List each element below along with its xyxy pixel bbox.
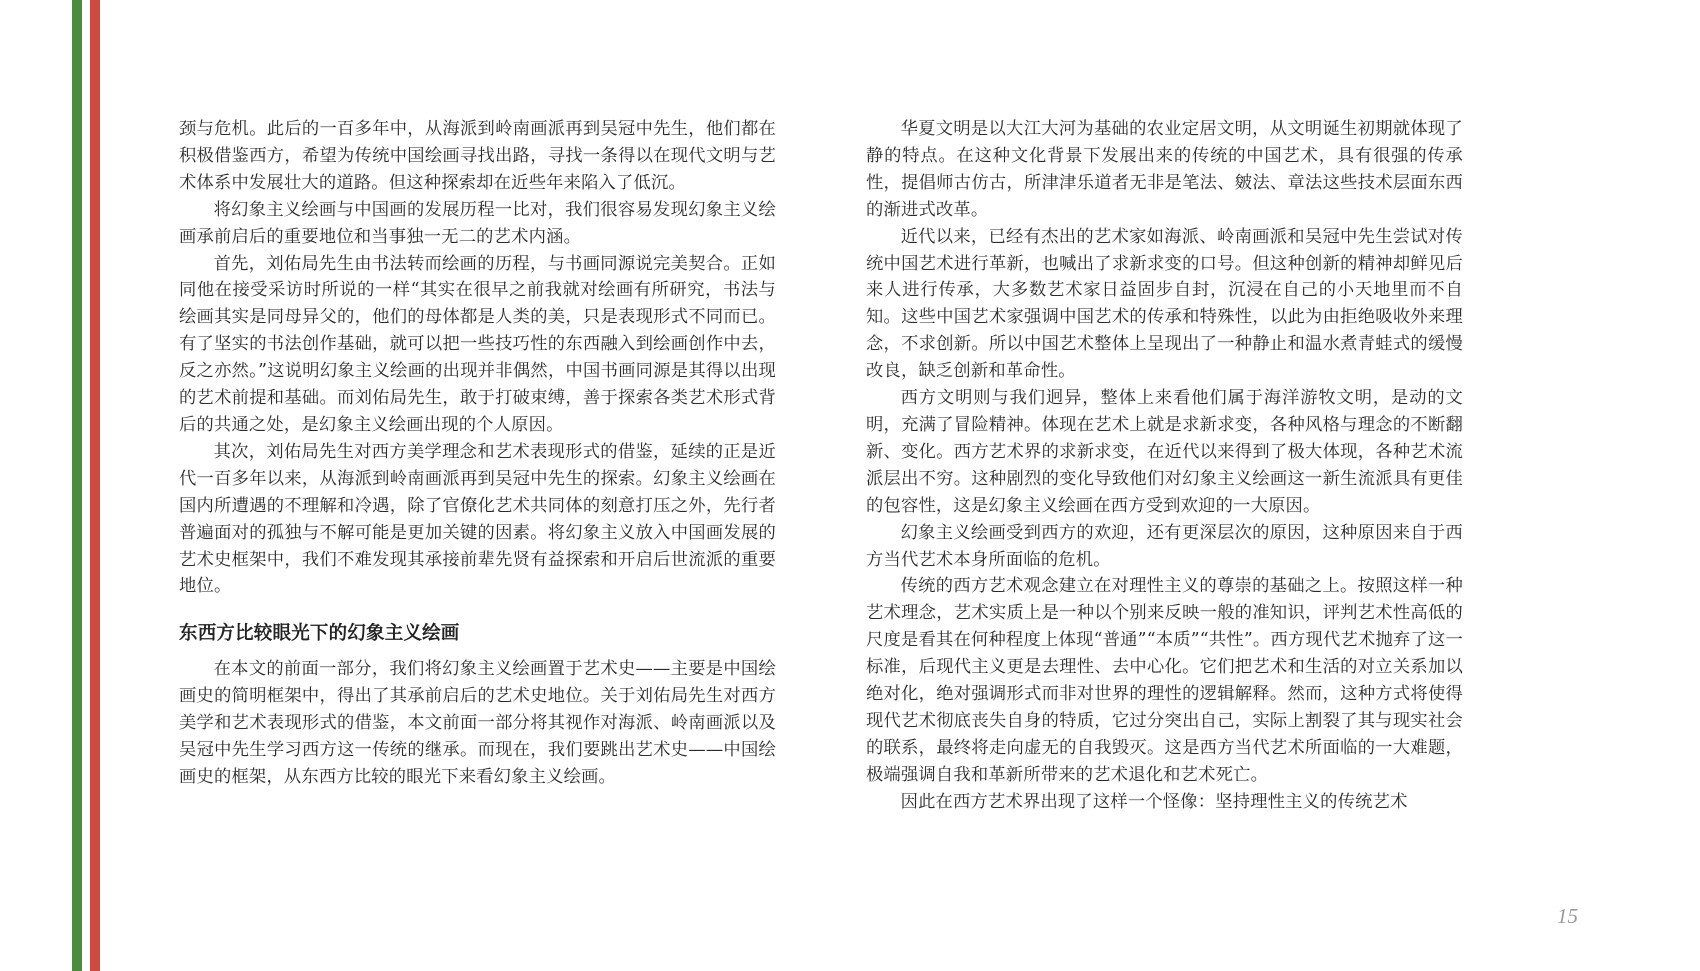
green-margin-stripe: [72, 0, 82, 971]
paragraph: 幻象主义绘画受到西方的欢迎，还有更深层次的原因，这种原因来自于西方当代艺术本身所面临的危机。: [866, 522, 1463, 570]
paragraph: 颈与危机。此后的一百多年中，从海派到岭南画派再到吴冠中先生，他们都在积极借鉴西方，希望为传统中国绘画寻找出路，寻找一条得以在现代文明与艺术体系中发展壮大的道路。但这种探索却在近些年来陷入了低沉。: [179, 119, 776, 193]
paragraph: 西方文明则与我们迥异，整体上来看他们属于海洋游牧文明，是动的文明，充满了冒险精神。体现在艺术上就是求新求变，各种风格与理念的不断翻新、变化。西方艺术界的求新求变，在近代以来得到了极大体现，各种艺术流派层出不穷。这种剧烈的变化导致他们对幻象主义绘画这一新生流派具有更佳的包容性，这是幻象主义绘画在西方受到欢迎的一大原因。: [866, 388, 1463, 516]
paragraph: 传统的西方艺术观念建立在对理性主义的尊崇的基础之上。按照这样一种艺术理念，艺术实质上是一种以个别来反映一般的准知识，评判艺术性高低的尺度是看其在何种程度上体现“普通”“本质”“共性”。西方现代艺术抛弃了这一标准，后现代主义更是去理性、去中心化。它们把艺术和生活的对立关系加以绝对化，绝对强调形式而非对世界的理性的逻辑解释。然而，这种方式将使得现代艺术彻底丧失自身的特质，它过分突出自己，实际上割裂了其与现实社会的联系，最终将走向虚无的自我毁灭。这是西方当代艺术所面临的一大难题，极端强调自我和革新所带来的艺术退化和艺术死亡。: [866, 576, 1463, 785]
white-margin-stripe: [82, 0, 90, 971]
left-text-column: [179, 116, 776, 791]
paragraph: 华夏文明是以大江大河为基础的农业定居文明，从文明诞生初期就体现了静的特点。在这种文化背景下发展出来的传统的中国艺术，具有很强的传承性，提倡师古仿古，所津津乐道者无非是笔法、皴法、章法这些技术层面东西的渐进式改革。: [866, 119, 1463, 220]
red-margin-stripe: [90, 0, 100, 971]
paragraph: 其次，刘佑局先生对西方美学理念和艺术表现形式的借鉴，延续的正是近代一百多年以来，从海派到岭南画派再到吴冠中先生的探索。幻象主义绘画在国内所遭遇的不理解和冷遇，除了官僚化艺术共同体的刻意打压之外，先行者普遍面对的孤独与不解可能是更加关键的因素。将幻象主义放入中国画发展的艺术史框架中，我们不难发现其承接前辈先贤有益探索和开启后世流派的重要地位。: [179, 441, 776, 597]
paragraph: 近代以来，已经有杰出的艺术家如海派、岭南画派和吴冠中先生尝试对传统中国艺术进行革新，也喊出了求新求变的口号。但这种创新的精神却鲜见后来人进行传承，大多数艺术家日益固步自封，沉浸在自己的小天地里而不自知。这些中国艺术家强调中国艺术的传承和特殊性，以此为由拒绝吸收外来理念，不求创新。所以中国艺术整体上呈现出了一种静止和温水煮青蛙式的缓慢改良，缺乏创新和革命性。: [866, 226, 1463, 382]
paragraph: 在本文的前面一部分，我们将幻象主义绘画置于艺术史——主要是中国绘画史的简明框架中，得出了其承前启后的艺术史地位。关于刘佑局先生对西方美学和艺术表现形式的借鉴，本文前面一部分将其视作对海派、岭南画派以及吴冠中先生学习西方这一传统的继承。而现在，我们要跳出艺术史——中国绘画史的框架，从东西方比较的眼光下来看幻象主义绘画。: [179, 659, 776, 787]
section-heading: 东西方比较眼光下的幻象主义绘画: [179, 623, 460, 645]
paragraph: 首先，刘佑局先生由书法转而绘画的历程，与书画同源说完美契合。正如同他在接受采访时所说的一样“其实在很早之前我就对绘画有所研究，书法与绘画其实是同母异父的，他们的母体都是人类的美，只是表现形式不同而已。有了坚实的书法创作基础，就可以把一些技巧性的东西融入到绘画创作中去，反之亦然。”这说明幻象主义绘画的出现并非偶然，中国书画同源是其得以出现的艺术前提和基础。而刘佑局先生，敢于打破束缚，善于探索各类艺术形式背后的共通之处，是幻象主义绘画出现的个人原因。: [179, 253, 776, 435]
paragraph: 将幻象主义绘画与中国画的发展历程一比对，我们很容易发现幻象主义绘画承前启后的重要地位和当事独一无二的艺术内涵。: [179, 199, 776, 247]
paragraph: 因此在西方艺术界出现了这样一个怪像：坚持理性主义的传统艺术: [900, 791, 1408, 812]
right-text-column: [866, 116, 1463, 816]
page-number: 15: [1557, 904, 1578, 928]
